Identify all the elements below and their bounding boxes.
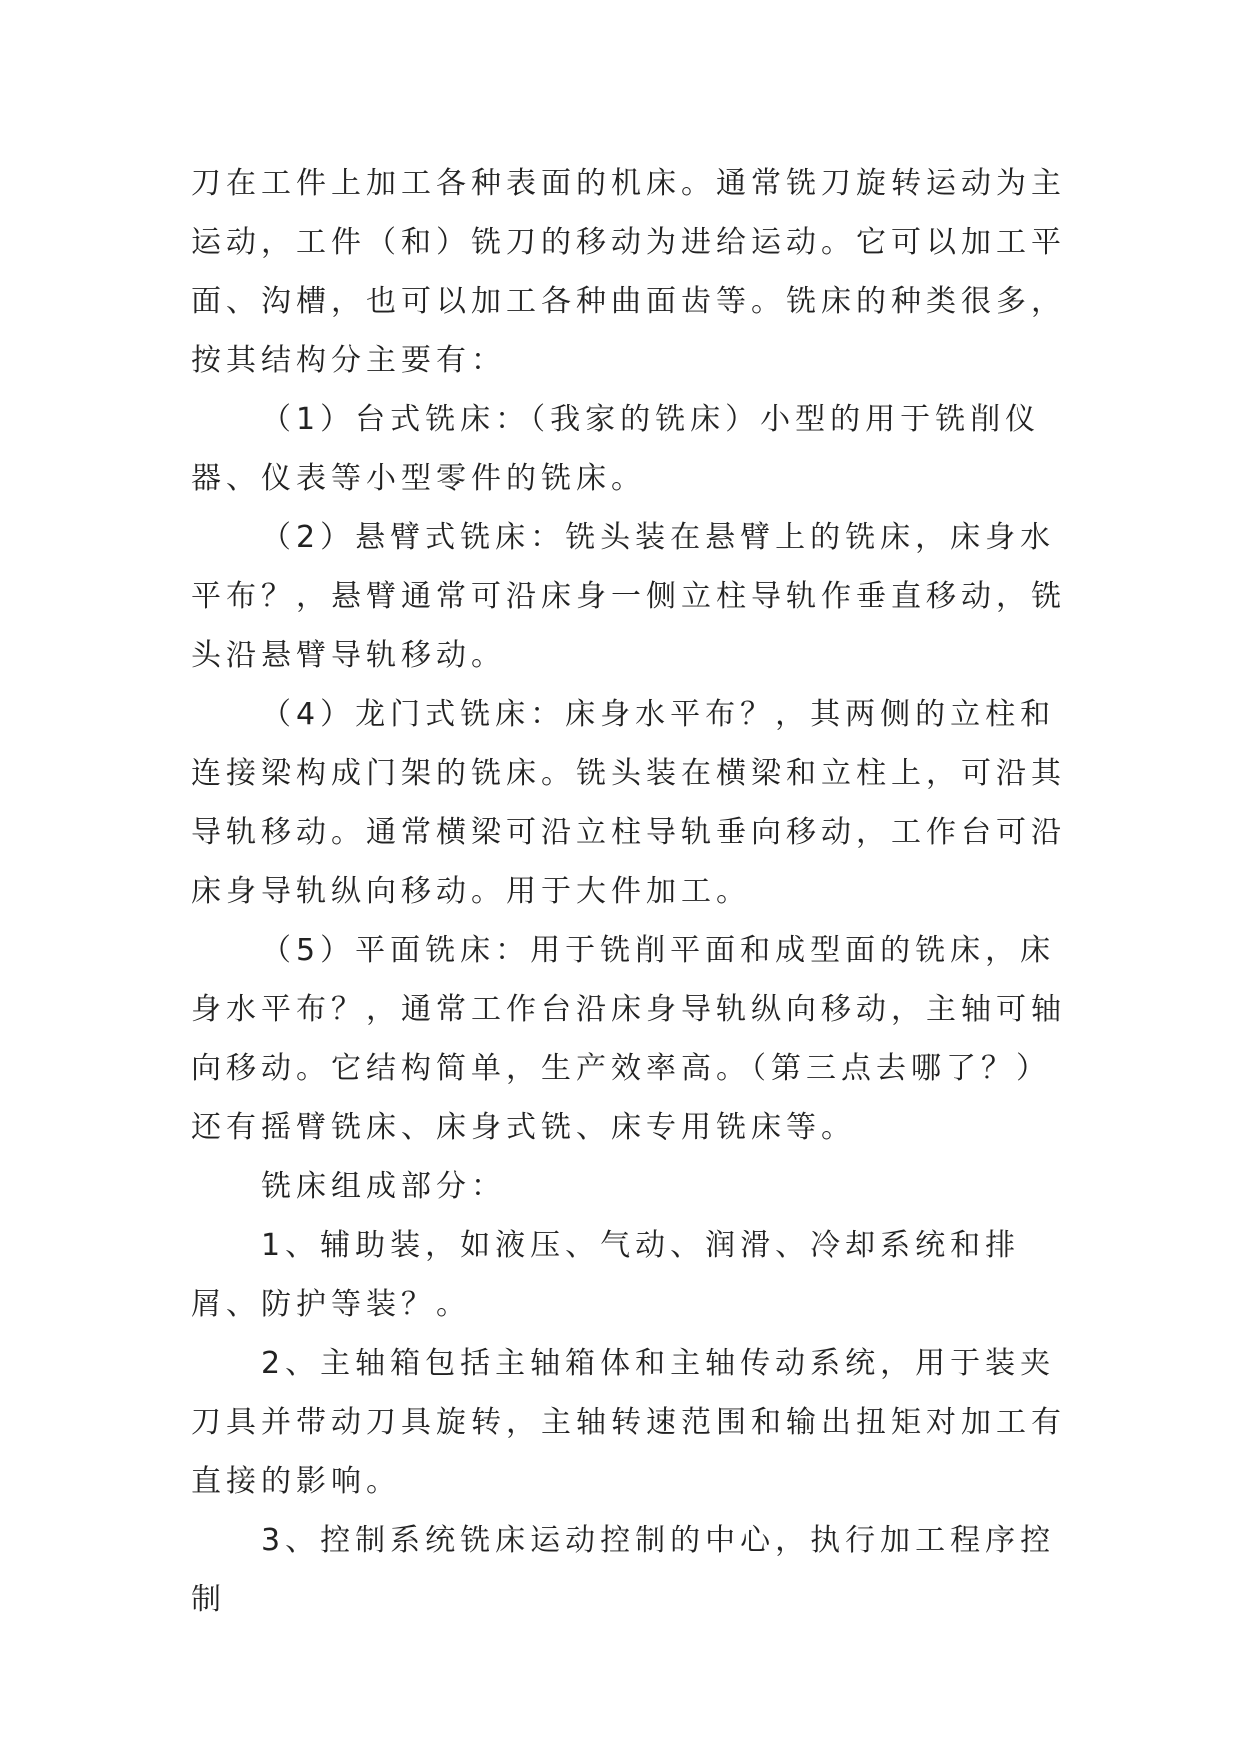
paragraph-cantilever-mill: （2）悬臂式铣床：铣头装在悬臂上的铣床，床身水平布？，悬臂通常可沿床身一侧立柱导轨作垂直移动，铣头沿悬臂导轨移动。 [191,520,1066,673]
paragraph-surface-mill: （5）平面铣床：用于铣削平面和成型面的铣床，床身水平布？，通常工作台沿床身导轨纵向移动，主轴可轴向移动。它结构简单，生产效率高。（第三点去哪了？）还有摇臂铣床、床身式铣、床专用铣床等。 [191,933,1066,1145]
paragraph-components-heading: 铣床组成部分： [261,1169,506,1204]
paragraph-desktop-mill: （1）台式铣床：（我家的铣床）小型的用于铣削仪器、仪表等小型零件的铣床。 [191,402,1041,496]
document-body [191,154,1071,1629]
paragraph-gantry-mill: （4）龙门式铣床：床身水平布？，其两侧的立柱和连接梁构成门架的铣床。铣头装在横梁和立柱上，可沿其导轨移动。通常横梁可沿立柱导轨垂向移动，工作台可沿床身导轨纵向移动。用于大件加工。 [191,697,1066,909]
paragraph-component-1: 1、辅助装，如液压、气动、润滑、冷却系统和排屑、防护等装？。 [191,1228,1021,1322]
paragraph-intro: 刀在工件上加工各种表面的机床。通常铣刀旋转运动为主运动，工件（和）铣刀的移动为进给运动。它可以加工平面、沟槽，也可以加工各种曲面齿等。铣床的种类很多，按其结构分主要有： [191,166,1066,378]
paragraph-component-2: 2、主轴箱包括主轴箱体和主轴传动系统，用于装夹刀具并带动刀具旋转，主轴转速范围和输出扭矩对加工有直接的影响。 [191,1346,1066,1499]
paragraph-component-3: 3、控制系统铣床运动控制的中心，执行加工程序控制 [191,1523,1056,1617]
